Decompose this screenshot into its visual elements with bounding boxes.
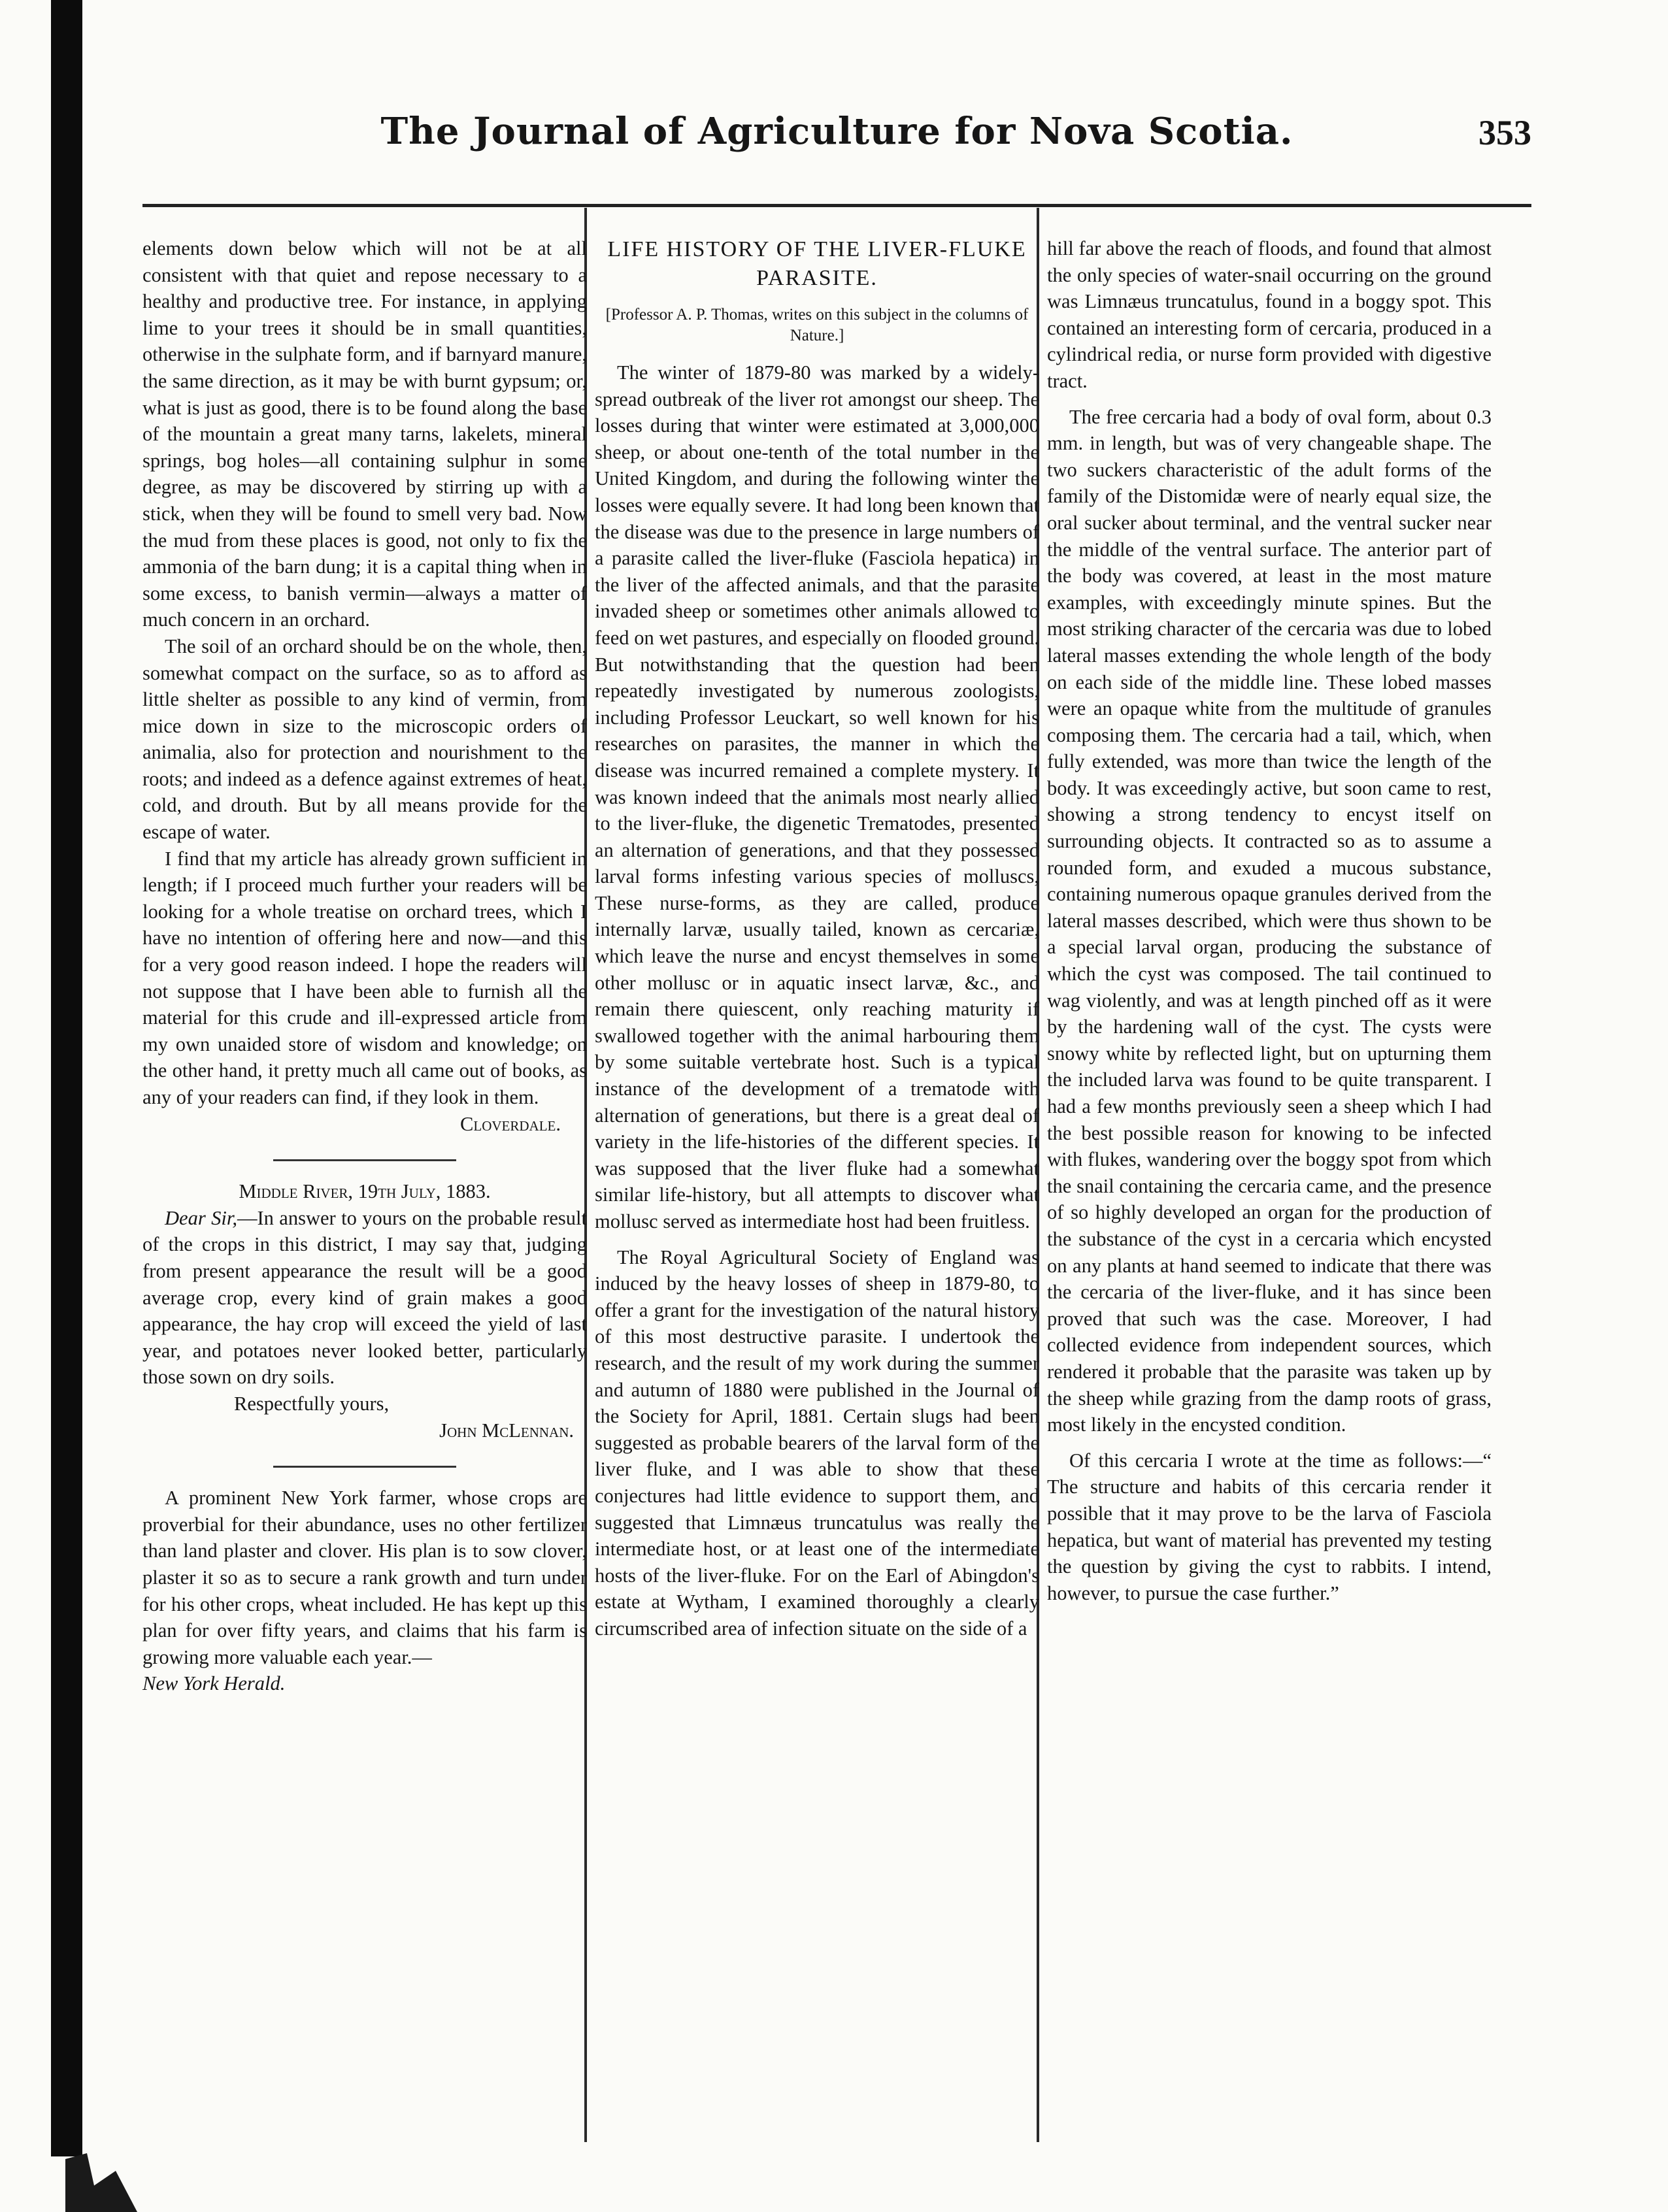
letter-body <box>142 1205 587 1391</box>
binding-ink-mark <box>65 2153 137 2212</box>
paragraph: The winter of 1879-80 was marked by a widely-spread outbreak of the liver rot amongst our sheep. The losses during that winter were estimated at 3,000,000 sheep, or about one-tenth of the total number in the United Kingdom, and during the following winter the losses were equally severe. It had long been known that the disease was due to the presence in large numbers of a parasite called the liver-fluke (Fasciola hepatica) in the liver of the affected animals, and that the parasite invaded sheep or sometimes other animals allowed to feed on wet pastures, and especially on flooded ground. But notwithstanding that the question had been repeatedly investigated by numerous zoologists, including Professor Leuckart, so well known for his researches on parasites, the manner in which the disease was incurred remained a complete mystery. It was known indeed that the animals most nearly allied to the liver-fluke, the digenetic Trematodes, presented an alternation of generations, and that they possessed larval forms infesting various species of molluscs, These nurse-forms, as they are called, produce internally larvæ, usually tailed, known as cercariæ, which leave the nurse and encyst themselves in some other mollusc or in aquatic insect larvæ, &c., and remain there quiescent, only reaching maturity if swallowed together with the animal harbouring them by some suitable vertebrate host. Such is a typical instance of the development of a trematode with alternation of generations, but there is a great deal of variety in the life-histories of the different species. It was supposed that the liver fluke had a somewhat similar life-history, but all attempts to discover what mollusc served as intermediate host had been fruitless. <box>595 361 1039 1232</box>
column-right <box>1047 235 1492 1606</box>
section-divider <box>273 1466 456 1468</box>
header-rule <box>142 204 1531 207</box>
paragraph: I find that my article has already grown sufficient in length; if I proceed much further your readers will be looking for a whole treatise on orchard trees, which I have no intention of offering here and now—and this for a very good reason indeed. I hope the readers will not suppose that I have been able to furnish all the material for this crude and ill-expressed article from my own unaided store of wisdom and knowledge; on the other hand, it pretty much all came out of books, as any of your readers can find, if they look in them. <box>142 847 587 1108</box>
journal-title: The Journal of Agriculture for Nova Scotia. <box>380 110 1293 153</box>
page-number: 353 <box>1478 113 1531 152</box>
paragraph-gap <box>595 1235 1039 1244</box>
section-divider <box>273 1159 456 1161</box>
article-title: LIFE HISTORY OF THE LIVER-FLUKE PARASITE. <box>607 237 1027 290</box>
paragraph <box>142 1485 587 1697</box>
column-middle <box>595 235 1039 1642</box>
signature-cloverdale: Cloverdale. <box>460 1112 561 1135</box>
letter-closing: Respectfully yours, <box>234 1392 390 1415</box>
paragraph: The free cercaria had a body of oval form, about 0.3 mm. in length, but was of very changeable shape. The two suckers characteristic of the adult forms of the family of the Distomidæ were of nearly equal size, the oral sucker about terminal, and the ventral sucker near the middle of the ventral surface. The anterior part of the body was covered, at least in the most mature examples, with exceedingly minute spines. But the most striking character of the cercaria was due to lobed lateral masses extending the whole length of the body on each side of the middle line. These lobed masses were an opaque white from the multitude of granules composing them. The cercaria had a tail, which, when fully extended, was more than twice the length of the body. It was exceedingly active, but soon came to rest, showing a strong tendency to encyst itself on surrounding objects. It contracted so as to assume a rounded form, and exuded a mucous substance, containing numerous opaque granules derived from the lateral masses described, which were thus shown to be a special larval organ, producing the substance of which the cyst was composed. The tail continued to wag violently, and was at length pinched off as it were by the hardening wall of the cyst. The cysts were snowy white by reflected light, but on upturning them the included larva was found to be quite transparent. I had a few months previously seen a sheep which I had the best possible reason for knowing to be infected with flukes, wandering over the boggy spot from which the snail containing the cercaria came, and the presence of so highly developed an organ for the production of the substance of the cyst in a cercaria which encysted on any plants at hand seemed to indicate that there was the cercaria of the liver-fluke, and it has since been proved that such was the case. Moreover, I had collected evidence from independent sources, which rendered it probable that the parasite was taken up by the sheep while grazing from the damp roots of grass, most likely in the encysted condition. <box>1047 405 1492 1436</box>
paragraph: elements down below which will not be at all consistent with that quiet and repose necessary to a healthy and productive tree. For instance, in applying lime to your trees it should be in small quantities, otherwise in the sulphate form, and if barnyard manure, the same direction, as it may be with burnt gypsum; or, what is just as good, there is to be found along the base of the mountain a great many tarns, lakelets, mineral springs, bog holes—all containing sulphur in some degree, as may be discovered by stirring up with a stick, when they will be found to smell very bad. Now the mud from these places is good, not only to fix the ammonia of the barn dung; it is a capital thing when in some excess, to banish vermin—always a matter of much concern in an orchard. <box>142 237 587 631</box>
letter-text: —In answer to yours on the probable result of the crops in this district, I may say that, judging from present appearance the result will be a good average crop, every kind of grain makes a good appearance, the hay crop will exceed the yield of last year, and potatoes never looked better, particularly those sown on dry soils. <box>142 1206 587 1389</box>
page-binding-edge <box>51 0 82 2156</box>
salutation: Dear Sir, <box>165 1206 237 1229</box>
source-citation: New York Herald. <box>142 1672 286 1695</box>
paragraph-gap <box>1047 1438 1492 1447</box>
letter-dateline: Middle River, 19th July, 1883. <box>239 1180 491 1203</box>
signature-mclennan: John McLennan. <box>439 1419 574 1442</box>
page-header <box>142 110 1531 173</box>
article-byline: [Professor A. P. Thomas, writes on this subject in the columns of Nature.] <box>605 306 1029 344</box>
paragraph: The Royal Agricultural Society of England was induced by the heavy losses of sheep in 1879-80, to offer a grant for the investigation of the natural history of this most destructive parasite. I undertook the research, and the result of my work during the summer and autumn of 1880 were published in the Journal of the Society for April, 1881. Certain slugs had been suggested as probable bearers of the larval form of the liver fluke, and I was able to show that these conjectures had little evidence to support them, and suggested that Limnæus truncatulus was really the intermediate host, or at least one of the intermediate hosts of the liver-fluke. For on the Earl of Abingdon's estate at Wytham, I examined thoroughly a clearly circumscribed area of infection situate on the side of a <box>595 1246 1039 1640</box>
paragraph-text: A prominent New York farmer, whose crops are proverbial for their abundance, uses no other fertilizer than land plaster and clover. His plan is to sow clover, plaster it so as to secure a rank growth and turn under for his other crops, wheat included. He has kept up this plan for over fifty years, and claims that his farm is growing more valuable each year.— <box>142 1487 587 1668</box>
column-left <box>142 235 587 1697</box>
paragraph-gap <box>1047 395 1492 404</box>
paragraph: The soil of an orchard should be on the whole, then, somewhat compact on the surface, so as to afford as little shelter as possible to any kind of vermin, from mice down in size to the microscopic orders of animalia, also for protection and nourishment to the roots; and indeed as a defence against extremes of heat, cold, and drouth. But by all means provide for the escape of water. <box>142 635 587 844</box>
paragraph: Of this cercaria I wrote at the time as follows:—“ The structure and habits of this cercaria render it possible that it may prove to be the larva of Fasciola hepatica, but want of material has prevented my testing the question by giving the cyst to rabbits. I intend, however, to pursue the case further.” <box>1047 1449 1492 1604</box>
paragraph: hill far above the reach of floods, and found that almost the only species of water-snail occurring on the ground was Limnæus truncatulus, found in a boggy spot. This contained an interesting form of cercaria, produced in a cylindrical redia, or nurse form provided with digestive tract. <box>1047 237 1492 392</box>
